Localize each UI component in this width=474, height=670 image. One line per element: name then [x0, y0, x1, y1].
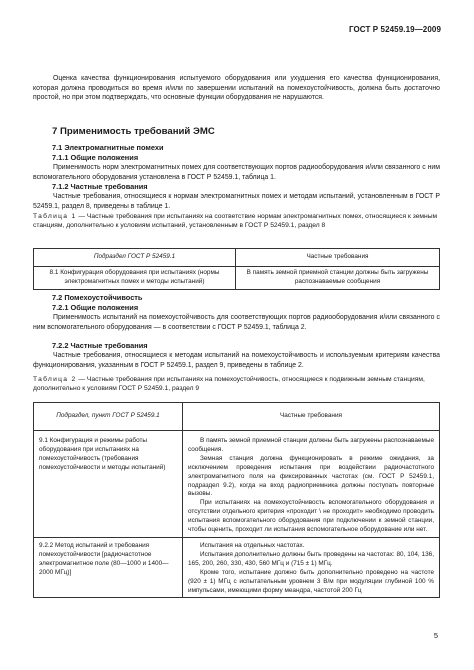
- table-1-header-subsection: Подраздел ГОСТ Р 52459.1: [34, 249, 236, 267]
- table-2-caption: [33, 375, 440, 394]
- table-1-caption: [33, 212, 440, 231]
- table-1-cell-requirement: В память земной приемной станции должны быть загружены распознаваемые сообщения: [236, 267, 440, 290]
- table-2-label: Таблица 2: [33, 376, 77, 383]
- table-1-header-requirements: Частные требования: [236, 249, 440, 267]
- section-7-1-title: 7.1 Электромагнитные помехи: [52, 143, 164, 152]
- table-1-row: [34, 267, 440, 290]
- section-7-1-2-text: Частные требования, относящиеся к нормам электромагнитных помех и методам испытаний, установленным в ГОСТ Р 52459.1, раздел 8, приведены в таблице 1.: [33, 193, 440, 210]
- table-2-text-line: Испытания дополнительно должны быть проведены на частотах: 80, 104, 136, 165, 200, 260, 330, 430, 560 МГц и (715 ± 1) МГц.: [188, 550, 434, 567]
- section-7-1-1-text: Применимость норм электромагнитных помех для соответствующих портов радиооборудования и/или связанного с ним вспомогательного оборудования установлена в ГОСТ Р 52459.1, таблица 1.: [33, 164, 440, 181]
- table-1-cell-subsection: 8.1 Конфигурация оборудования при испытаниях (нормы электромагнитных помех и методы испытаний): [34, 267, 236, 290]
- section-7-2-1-text: Применимость испытаний на помехоустойчивость для соответствующих портов радиооборудования и/или связанного с ним вспомогательного оборудования — в соответствии с ГОСТ Р 52459.1, таблица 2.: [33, 314, 440, 331]
- table-2: [33, 402, 440, 598]
- table-2-text-line: Кроме того, испытание должно быть дополнительно проведено на частоте (920 ± 1) МГц с испытательным уровнем 3 В/м при модуляции глубиной 100 % импульсами, имеющими форму меандра, частотой 200 Гц: [188, 568, 434, 594]
- section-7-title: 7 Применимость требований ЭМС: [52, 126, 215, 137]
- section-7-1-2-title: 7.1.2 Частные требования: [52, 182, 148, 191]
- section-7-2-2-text: Частные требования, относящиеся к методам испытаний на помехоустойчивость и используемым критериям качества функционирования, указанным в ГОСТ Р 52459.1, раздел 9, приведены в таблице 2.: [33, 352, 440, 369]
- table-2-caption-text: — Частные требования при испытаниях на помехоустойчивость, относящиеся к подвижным земным станциям, дополнительно к условиям ГОСТ Р 52459.1, раздел 9: [33, 376, 425, 393]
- table-2-cell-requirement-9-2-2: [183, 537, 440, 597]
- table-2-text-line: Земная станция должна функционировать в режиме ожидания, за исключением проведения испытания при воздействии радиочастотного электромагнитного поля на фиксированных частотах (см. ГОСТ Р 52459.1, подраздел 9.2), когда на вход радиоприемника должны поступать повторные вызовы.: [188, 454, 434, 498]
- section-7-1-1-title: 7.1.1 Общие положения: [52, 153, 139, 162]
- table-2-row: [34, 537, 440, 597]
- table-2-row: [34, 431, 440, 538]
- document-id: ГОСТ Р 52459.19—2009: [348, 25, 441, 34]
- intro-paragraph: Оценка качества функционирования испытуемого оборудования или ухудшения его качества функционирования, которая должна проводиться во время и/или по завершении испытаний на помехоустойчивость, должна быть достаточно простой, но при этом подтверждать, что основные функции оборудования не нарушаются.: [33, 75, 440, 102]
- table-1-label: Таблица 1: [33, 213, 77, 220]
- section-7-2-2-title: 7.2.2 Частные требования: [52, 341, 148, 350]
- page-number: 5: [433, 631, 438, 640]
- table-2-cell-subsection-9-2-2: 9.2.2 Метод испытаний и требования помехоустойчивости [радиочастотное электромагнитное поле (80—1000 и 1400—2000 МГц)]: [34, 537, 183, 597]
- table-1: [33, 248, 440, 290]
- table-2-text-line: При испытаниях на помехоустойчивость вспомогательного оборудования и отсутствии отдельного критерия «проходит \ не проходит» необходимо проводить испытания вспомогательного оборудования при подключении к земной станции, чтобы оценить, проходит ли испытания вспомогательное оборудование или нет.: [188, 499, 434, 534]
- table-2-cell-requirement-9-1: [183, 431, 440, 538]
- table-2-text-line: В память земной приемной станции должны быть загружены распознаваемые сообщения.: [188, 437, 434, 453]
- table-2-cell-subsection-9-1: 9.1 Конфигурация и режимы работы оборудования при испытаниях на помехоустойчивость (требования помехоустойчивости и методы испытаний): [34, 431, 183, 538]
- table-2-text-line: Испытания на отдельных частотах.: [200, 541, 305, 549]
- section-7-2-title: 7.2 Помехоустойчивость: [52, 293, 143, 302]
- table-1-caption-text: — Частные требования при испытаниях на соответствие нормам электромагнитных помех, относящиеся к земным станциям, дополнительно к условиям испытаний, установленным в ГОСТ Р 52459.1, раздел 8: [33, 213, 438, 230]
- section-7-2-1-title: 7.2.1 Общие положения: [52, 303, 139, 312]
- table-2-header-requirements: Частные требования: [183, 403, 440, 431]
- table-2-header-subsection: Подраздел, пункт ГОСТ Р 52459.1: [34, 403, 183, 431]
